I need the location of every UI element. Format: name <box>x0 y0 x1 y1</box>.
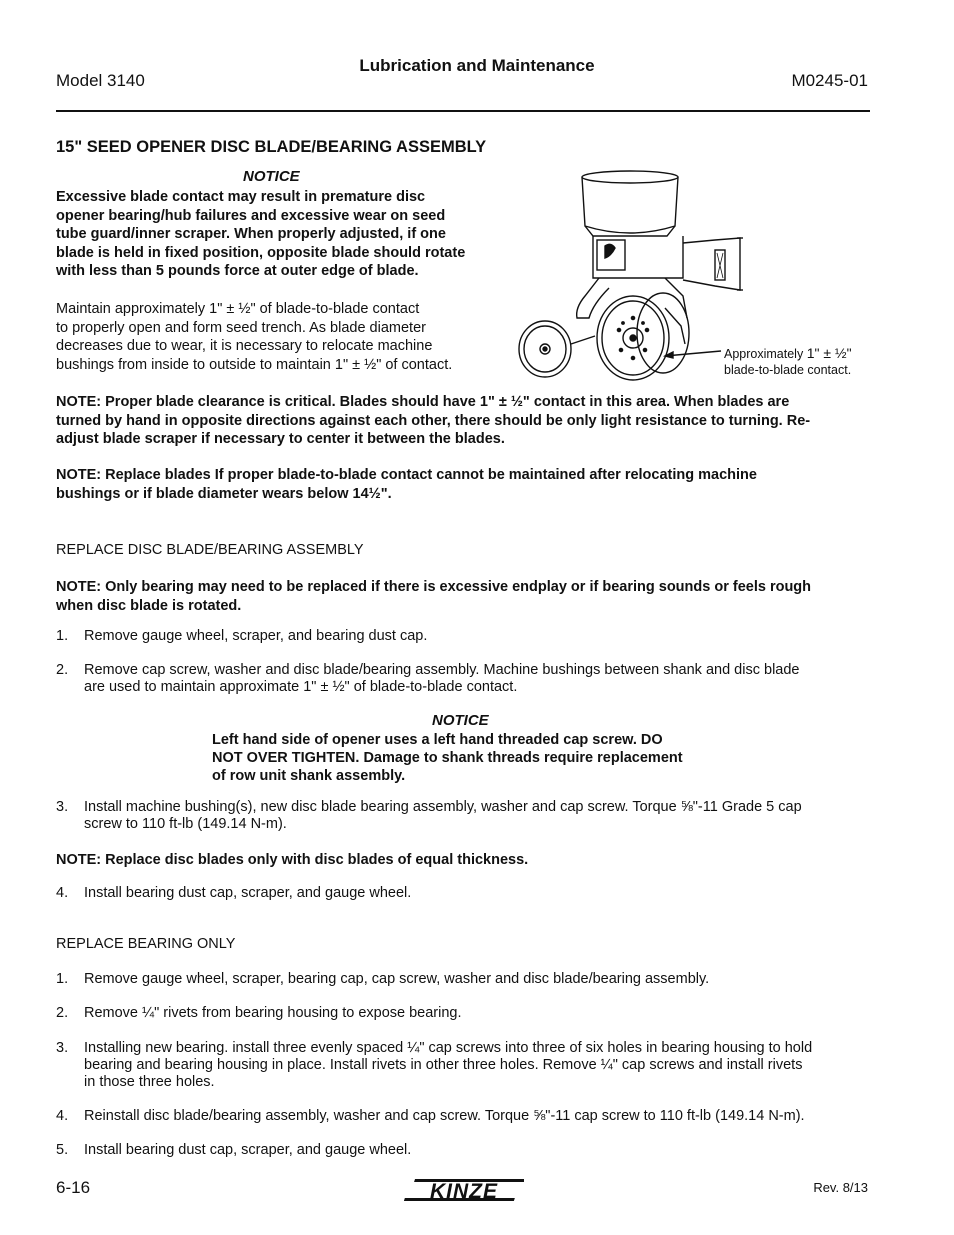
note-bearing-only: NOTE: Only bearing may need to be replaced if there is excessive endplay or if bearing sounds or feels rough when disc blade is rotated. <box>56 579 812 614</box>
seed-opener-illustration <box>515 168 750 383</box>
note-replace-blades: NOTE: Replace blades If proper blade-to-blade contact cannot be maintained after relocating machine bushings or if blade diameter wears below 14½". <box>56 467 757 502</box>
page-title: 15" SEED OPENER DISC BLADE/BEARING ASSEMBLY <box>56 138 487 156</box>
subheading-replace-bearing: REPLACE BEARING ONLY <box>56 936 236 952</box>
note-blade-clearance: NOTE: Proper blade clearance is critical. Blades should have 1" ± ½" contact in this area. When blades are turned by hand in opposite directions against each other, there should be only light resistance to turning. Re- adjust blade scraper if necessary to center it between the blades. <box>56 394 811 447</box>
page-number: 6-16 <box>56 1178 91 1197</box>
manual-number: M0245-01 <box>791 71 868 90</box>
header-rule <box>56 110 870 112</box>
notice-text: Excessive blade contact may result in premature disc opener bearing/hub failures and excessive wear on seed tube guard/inner scraper. When properly adjusted, if one blade is held in fixed position, opposite blade should rotate with less than 5 pounds force at outer edge of blade. <box>56 189 466 279</box>
figure-caption: Approximately 1" ± ½" blade-to-blade contact. <box>724 345 852 377</box>
svg-text:KINZE: KINZE <box>430 1180 498 1203</box>
subheading-replace-disc: REPLACE DISC BLADE/BEARING ASSEMBLY <box>56 542 364 558</box>
notice-heading: NOTICE <box>432 712 489 729</box>
model-label: Model 3140 <box>56 71 145 90</box>
kinze-logo <box>404 1176 524 1204</box>
notice-heading: NOTICE <box>243 168 300 185</box>
maintain-paragraph: Maintain approximately 1" ± ½" of blade-to-blade contact to properly open and form seed trench. As blade diameter decreases due to wear, it is necessary to relocate machine bushings from inside to outside to maintain 1" ± ½" of contact. <box>56 301 453 373</box>
section-header: Lubrication and Maintenance <box>359 56 595 75</box>
notice-left-hand-thread: Left hand side of opener uses a left hand threaded cap screw. DO NOT OVER TIGHTEN. Damage to shank threads require replacement of row unit shank assembly. <box>212 732 683 784</box>
revision-label: Rev. 8/13 <box>813 1180 868 1195</box>
note-equal-thickness: NOTE: Replace disc blades only with disc blades of equal thickness. <box>56 852 529 868</box>
